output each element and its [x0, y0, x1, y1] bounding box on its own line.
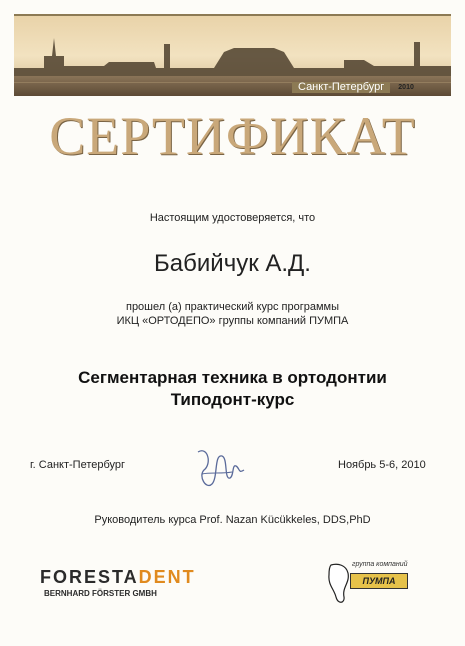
intro-text: Настоящим удостоверяется, что — [149, 212, 316, 224]
forestadent-subtitle: BERNHARD FÖRSTER GMBH — [44, 589, 157, 598]
banner-caption — [292, 82, 452, 93]
course-description-line-2: ИКЦ «ОРТОДЕПО» группы компаний ПУМПА — [116, 315, 349, 327]
certificate-title: СЕРТИФИКАТ — [49, 106, 416, 166]
tooth-icon — [326, 563, 352, 607]
signature-image — [188, 444, 248, 496]
supervisor-text: Руководитель курса Prof. Nazan Kücükkeles, DDS,PhD — [94, 514, 371, 526]
forestadent-logo — [40, 567, 200, 607]
place-text: г. Санкт-Петербург — [30, 459, 126, 471]
banner-city: Санкт-Петербург — [292, 82, 390, 93]
forestadent-wordmark — [40, 567, 200, 588]
forestadent-part-1: FORESTA — [40, 567, 139, 587]
recipient-name: Бабийчук А.Д. — [154, 250, 311, 277]
course-description — [0, 300, 465, 328]
pumpa-group-label: группа компаний — [352, 561, 408, 568]
pumpa-logo — [326, 561, 426, 611]
course-description-line-1: прошел (а) практический курс программы — [125, 301, 340, 313]
course-title — [0, 367, 465, 411]
forestadent-part-2: DENT — [138, 567, 196, 587]
course-title-line-2: Типодонт-курс — [170, 390, 295, 409]
pumpa-wordmark: ПУМПА — [350, 573, 408, 589]
course-title-line-1: Сегментарная техника в ортодонтии — [78, 368, 387, 387]
date-text: Ноябрь 5-6, 2010 — [338, 459, 426, 471]
banner-year: 2010 — [398, 84, 414, 91]
